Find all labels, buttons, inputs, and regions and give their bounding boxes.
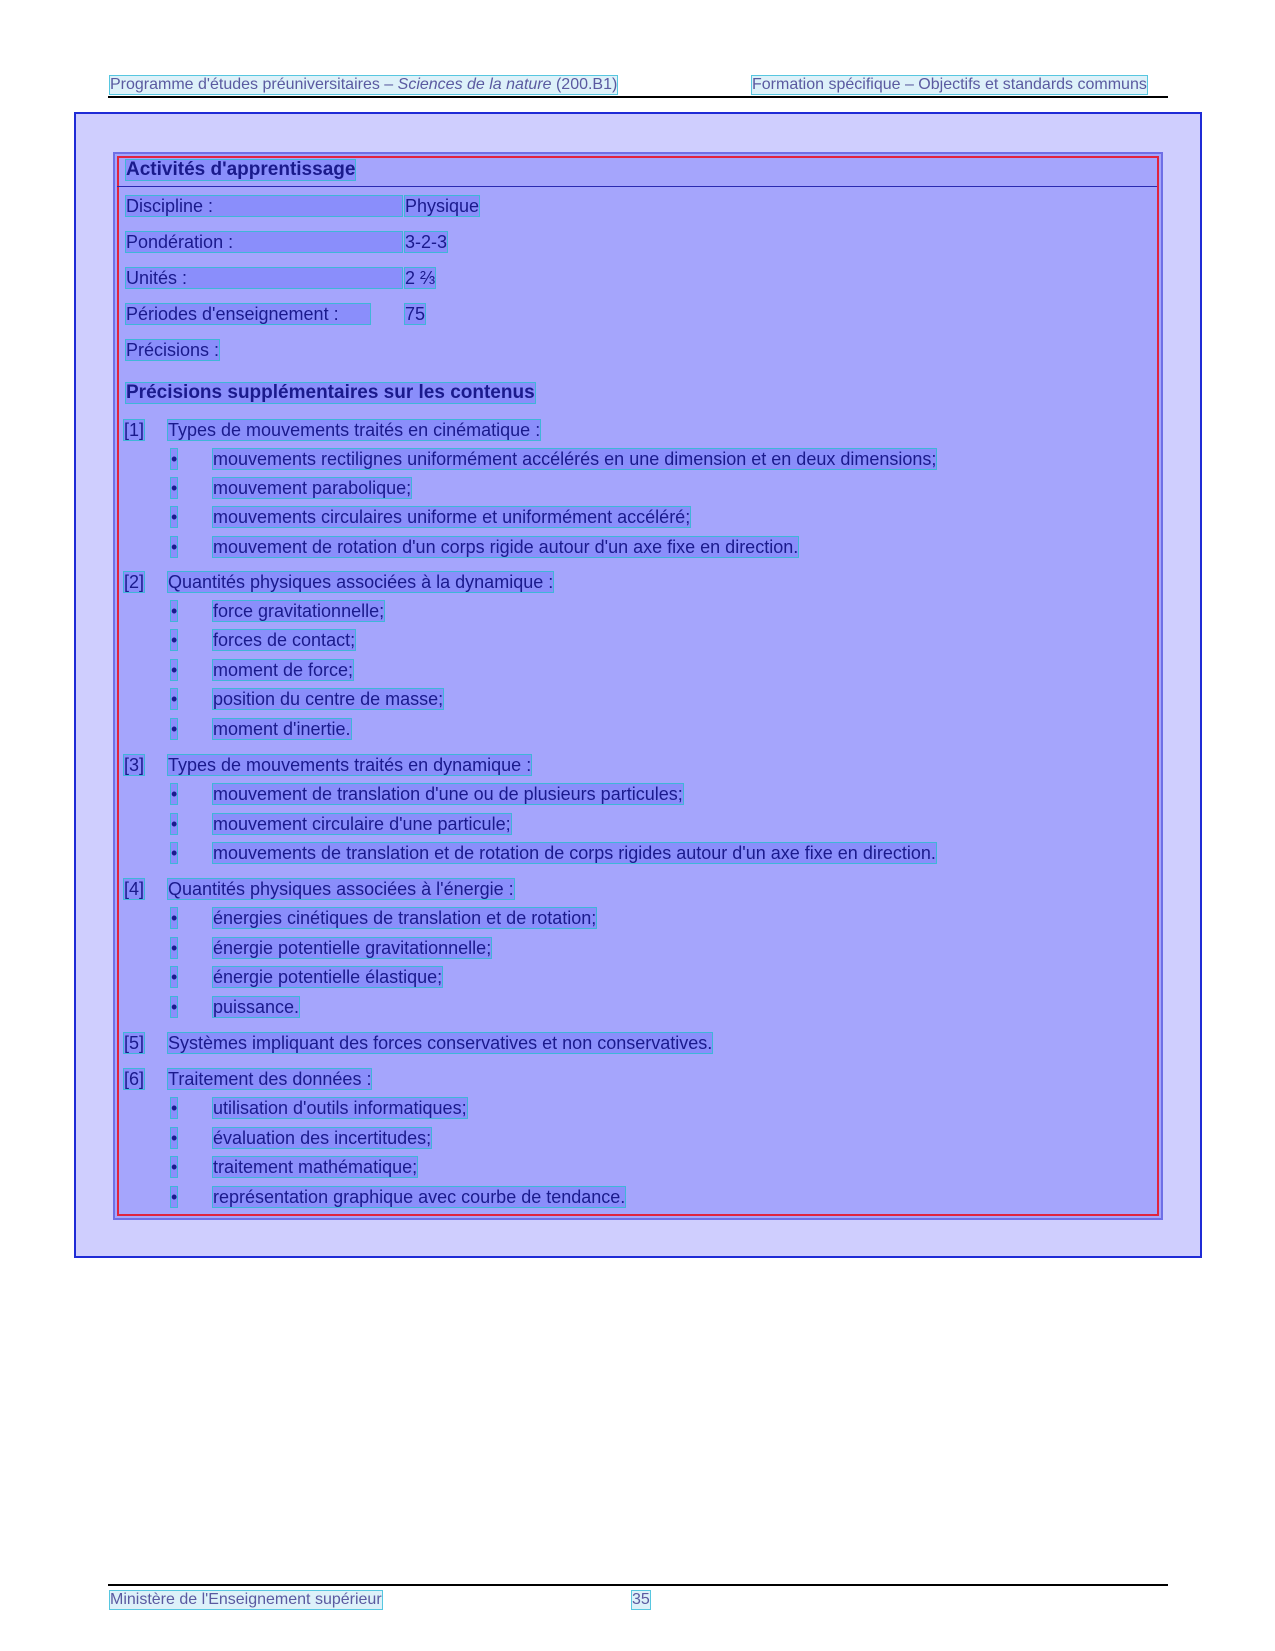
section-6-number: [6] xyxy=(124,1069,145,1089)
list-item: moment de force; xyxy=(213,660,354,680)
list-item: mouvement de rotation d'un corps rigide autour d'un axe fixe en direction. xyxy=(213,537,799,557)
field-label-periodes: Périodes d'enseignement : xyxy=(126,304,370,324)
activity-box-title: Activités d'apprentissage xyxy=(126,159,356,180)
section-3-number: [3] xyxy=(124,755,145,775)
bullet-icon: • xyxy=(171,478,178,498)
field-label-discipline: Discipline : xyxy=(126,196,402,216)
bullet-icon: • xyxy=(171,601,178,621)
list-item: forces de contact; xyxy=(213,630,356,650)
bullet-icon: • xyxy=(171,843,178,863)
list-item: position du centre de masse; xyxy=(213,689,444,709)
bullet-icon: • xyxy=(171,449,178,469)
list-item: mouvement de translation d'une ou de plusieurs particules; xyxy=(213,784,683,804)
bullet-icon: • xyxy=(171,537,178,557)
header-rule xyxy=(108,96,1168,98)
list-item: force gravitationnelle; xyxy=(213,601,385,621)
bullet-icon: • xyxy=(171,660,178,680)
section-2-number: [2] xyxy=(124,572,145,592)
header-program-suffix: (200.B1) xyxy=(551,76,618,93)
list-item: moment d'inertie. xyxy=(213,719,351,739)
header-program-italic: Sciences de la nature xyxy=(397,76,552,93)
bullet-icon: • xyxy=(171,938,178,958)
section-title: Précisions supplémentaires sur les contenus xyxy=(126,382,535,403)
section-1-number: [1] xyxy=(124,420,145,440)
title-rule xyxy=(117,186,1157,187)
list-item: mouvement circulaire d'une particule; xyxy=(213,814,511,834)
field-label-ponderation: Pondération : xyxy=(126,232,402,252)
list-item: mouvements rectilignes uniformément accélérés en une dimension et en deux dimensions; xyxy=(213,449,937,469)
list-item: énergies cinétiques de translation et de rotation; xyxy=(213,908,597,928)
list-item: traitement mathématique; xyxy=(213,1157,418,1177)
header-section-title: Formation spécifique – Objectifs et standards communs xyxy=(752,76,1147,93)
list-item: mouvements de translation et de rotation de corps rigides autour d'un axe fixe en direction. xyxy=(213,843,936,863)
bullet-icon: • xyxy=(171,814,178,834)
footer-ministry: Ministère de l'Enseignement supérieur xyxy=(110,1591,382,1608)
bullet-icon: • xyxy=(171,1187,178,1207)
footer-rule xyxy=(108,1584,1168,1586)
list-item: puissance. xyxy=(213,997,300,1017)
section-1-title: Types de mouvements traités en cinématique : xyxy=(168,420,541,440)
bullet-icon: • xyxy=(171,689,178,709)
section-4-number: [4] xyxy=(124,879,145,899)
bullet-icon: • xyxy=(171,1157,178,1177)
list-item: énergie potentielle gravitationnelle; xyxy=(213,938,492,958)
page-number: 35 xyxy=(632,1591,650,1608)
list-item: représentation graphique avec courbe de tendance. xyxy=(213,1187,626,1207)
field-label-unites: Unités : xyxy=(126,268,402,288)
section-5-number: [5] xyxy=(124,1033,145,1053)
header-program-title xyxy=(110,76,617,94)
bullet-icon: • xyxy=(171,507,178,527)
bullet-icon: • xyxy=(171,997,178,1017)
field-value-ponderation: 3-2-3 xyxy=(405,232,448,252)
section-6-title: Traitement des données : xyxy=(168,1069,372,1089)
bullet-icon: • xyxy=(171,1128,178,1148)
field-value-discipline: Physique xyxy=(405,196,480,216)
field-value-unites: 2 ⅔ xyxy=(405,268,436,288)
list-item: évaluation des incertitudes; xyxy=(213,1128,432,1148)
bullet-icon: • xyxy=(171,630,178,650)
section-3-title: Types de mouvements traités en dynamique : xyxy=(168,755,532,775)
section-5-title: Systèmes impliquant des forces conservatives et non conservatives. xyxy=(168,1033,713,1053)
bullet-icon: • xyxy=(171,719,178,739)
field-value-periodes: 75 xyxy=(405,304,426,324)
bullet-icon: • xyxy=(171,967,178,987)
bullet-icon: • xyxy=(171,784,178,804)
section-2-title: Quantités physiques associées à la dynamique : xyxy=(168,572,554,592)
field-label-precisions: Précisions : xyxy=(126,340,220,360)
header-program-prefix: Programme d'études préuniversitaires – xyxy=(110,76,398,93)
list-item: mouvement parabolique; xyxy=(213,478,412,498)
list-item: utilisation d'outils informatiques; xyxy=(213,1098,467,1118)
bullet-icon: • xyxy=(171,908,178,928)
list-item: mouvements circulaires uniforme et uniformément accéléré; xyxy=(213,507,691,527)
bullet-icon: • xyxy=(171,1098,178,1118)
section-4-title: Quantités physiques associées à l'énergie : xyxy=(168,879,514,899)
list-item: énergie potentielle élastique; xyxy=(213,967,443,987)
